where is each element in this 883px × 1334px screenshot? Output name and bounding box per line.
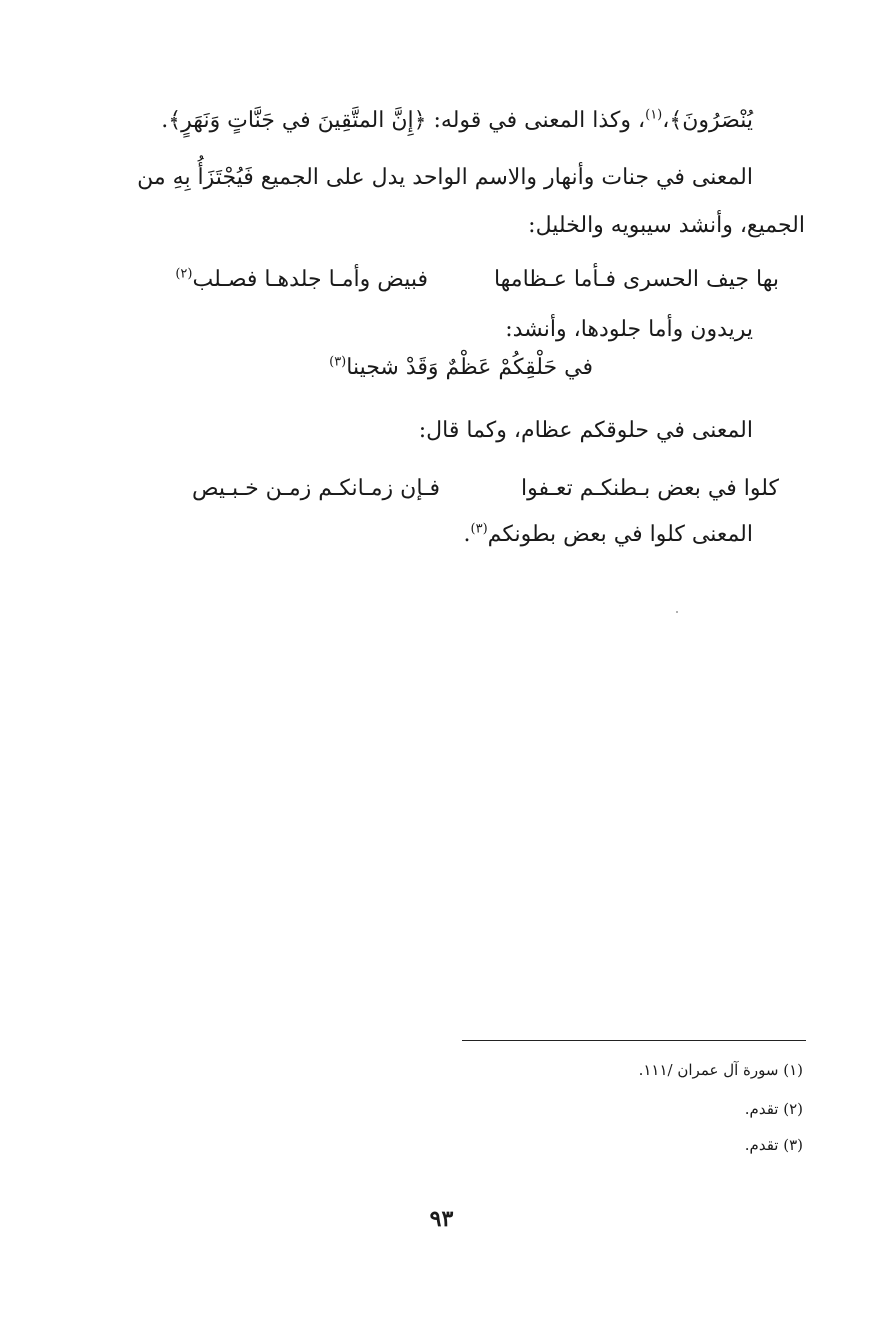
- text-line-6-text: المعنى كلوا في بعض بطونكم: [487, 522, 753, 547]
- footnote-ref-1: (١): [645, 107, 663, 123]
- quran-fragment: يُنْصَرُونَ﴾،: [662, 108, 753, 133]
- verse-3-second-hemistich: فـإن زمـانكـم زمـن خـبـيص: [191, 476, 440, 501]
- scan-speck: [676, 611, 678, 613]
- footnote-ref-3a: (٣): [329, 354, 347, 370]
- text-line-3: الجميع، وأنشد سيبويه والخليل:: [528, 213, 805, 238]
- page-number: ٩٣: [429, 1206, 454, 1232]
- verse-1-second-hemistich: [175, 265, 428, 295]
- verse-3-first-hemistich: كلوا في بعض بـطنكـم تعـفوا: [520, 476, 779, 501]
- text-line-6: [464, 520, 753, 550]
- footnote-ref-3b: (٣): [470, 521, 488, 537]
- verse-1-second-text: فبيض وأمـا جلدهـا فصـلب: [192, 267, 428, 292]
- footnote-separator: [462, 1040, 806, 1041]
- text-line-1-rest: ، وكذا المعنى في قوله: ﴿إِنَّ المتَّقِينَ في جَنَّاتٍ وَنَهَرٍ﴾.: [161, 108, 646, 133]
- text-line-6-end: .: [463, 522, 471, 547]
- verse-1-first-hemistich: بها جيف الحسرى فـأما عـظامها: [493, 267, 779, 292]
- text-line-2: المعنى في جنات وأنهار والاسم الواحد يدل على الجميع فَيُجْتَزَأُ بِهِ من: [137, 165, 753, 190]
- footnote-2: (٢) تقدم.: [744, 1100, 803, 1118]
- text-line-1: [161, 106, 753, 136]
- verse-2: [329, 353, 593, 383]
- footnote-ref-2: (٢): [175, 266, 193, 282]
- verse-2-text: في حَلْقِكُمْ عَظْمٌ وَقَدْ شجينا: [346, 355, 593, 380]
- text-line-4: يريدون وأما جلودها، وأنشد:: [505, 317, 753, 342]
- footnote-1: (١) سورة آل عمران /١١١.: [638, 1061, 803, 1079]
- text-line-5: المعنى في حلوقكم عظام، وكما قال:: [418, 418, 753, 443]
- footnote-3: (٣) تقدم.: [744, 1136, 803, 1154]
